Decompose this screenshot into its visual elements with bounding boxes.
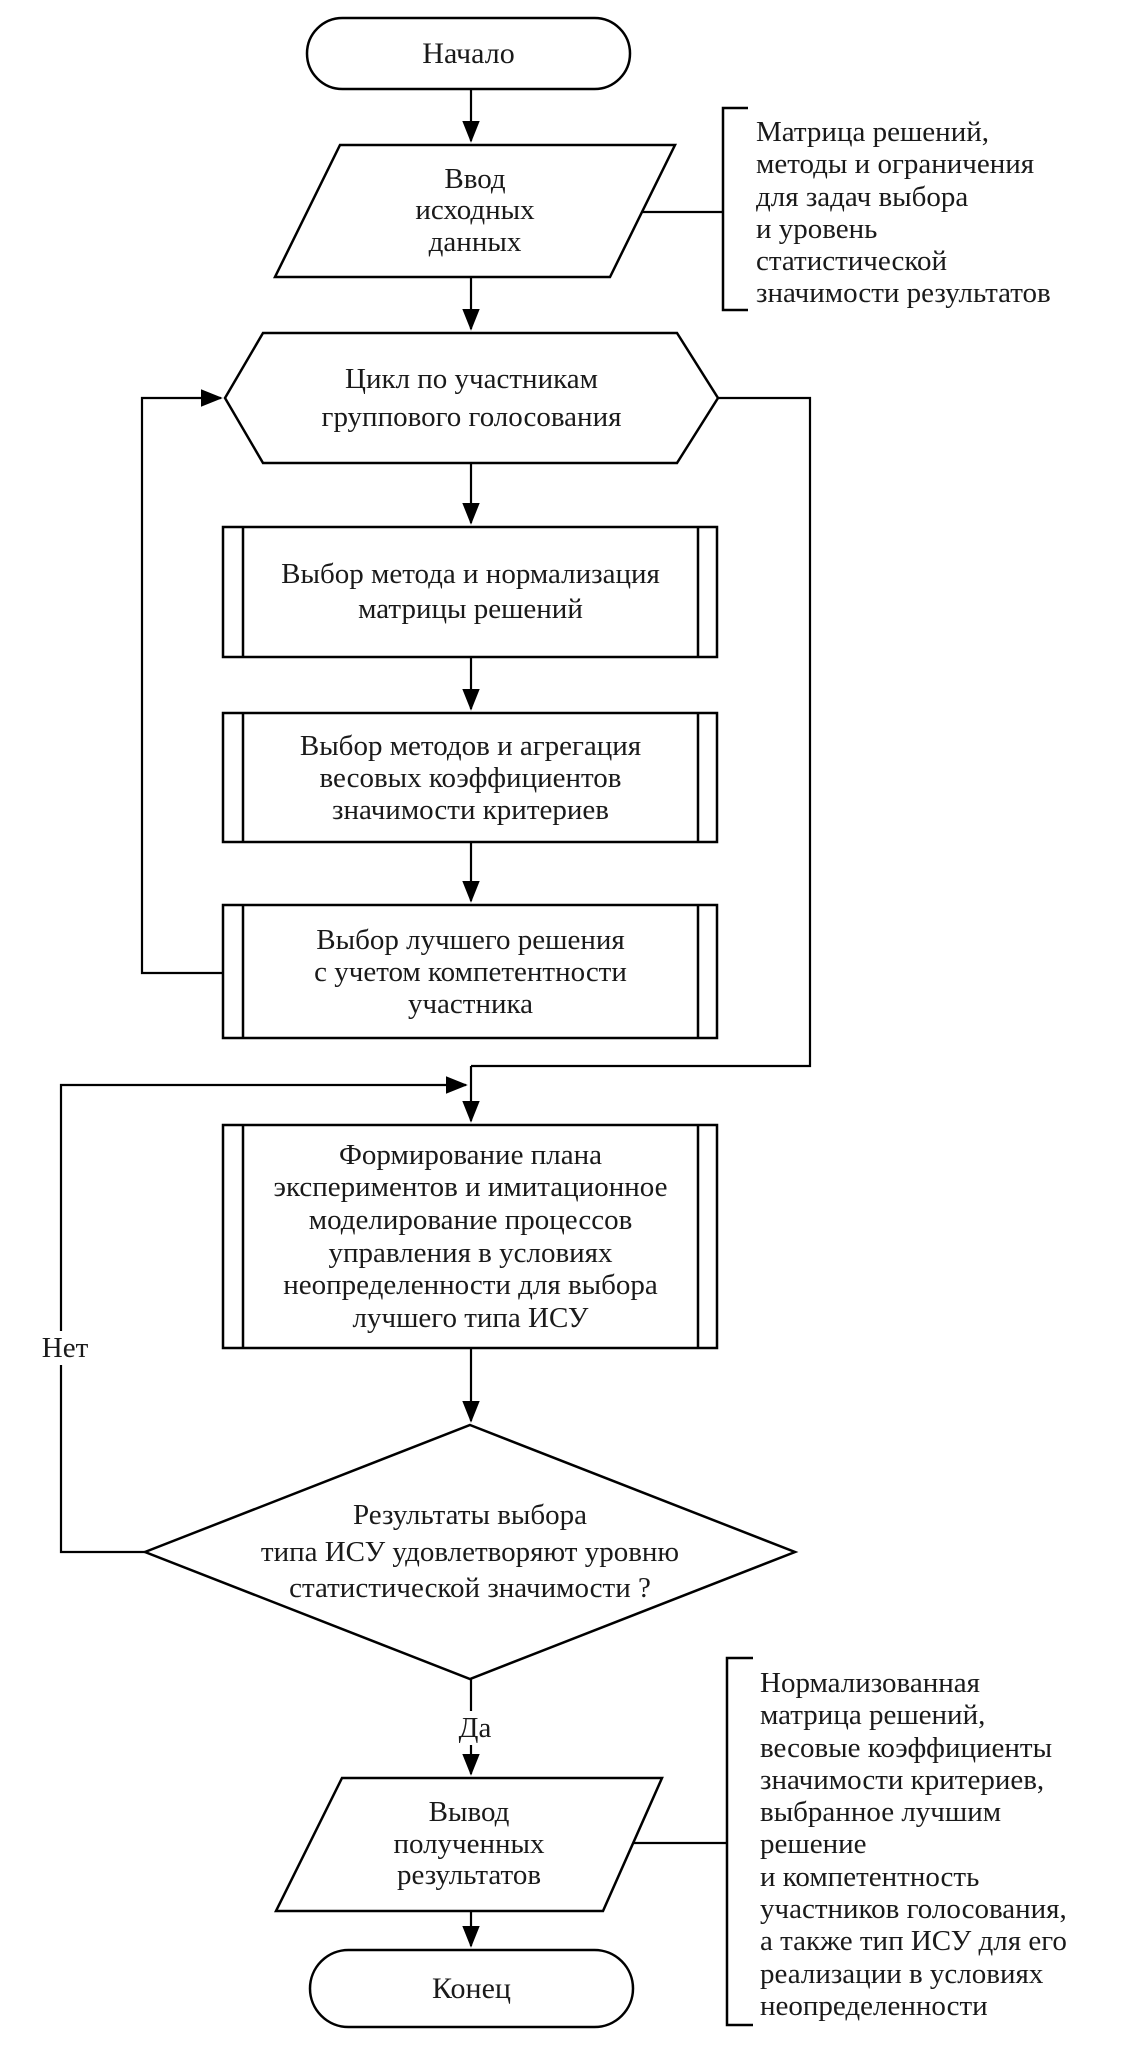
output-note-bracket	[727, 1658, 753, 2025]
output-parallelogram-label: Вывод полученных результатов	[393, 1796, 545, 1892]
decision-yes-label: Да	[434, 1711, 516, 1745]
step2-block-label: Выбор методов и агрегация весовых коэффициентов значимости критериев	[299, 729, 642, 826]
start-terminal-label: Начало	[422, 36, 515, 70]
loop-hexagon-label: Цикл по участникам группового голосования	[321, 363, 622, 433]
loop-back-line	[142, 398, 223, 973]
input-note-bracket	[723, 108, 748, 310]
output-annotation: Нормализованная матрица решений, весовые коэффициенты значимости критериев, выбранное лучшим решение и компетентность участников голосования, а также тип ИСУ для его реализации в условиях неопределенности	[760, 1667, 1067, 2022]
step3-block-label: Выбор лучшего решения с учетом компетентности участника	[314, 923, 627, 1020]
decision-diamond-label: Результаты выбора типа ИСУ удовлетворяют уровню статистической значимости ?	[260, 1499, 680, 1605]
input-annotation: Матрица решений, методы и ограничения для задач выбора и уровень статистической значимости результатов	[756, 116, 1051, 310]
step1-block-label: Выбор метода и нормализация матрицы решений	[281, 558, 660, 625]
decision-no-label: Нет	[24, 1331, 106, 1365]
input-parallelogram-label: Ввод исходных данных	[415, 162, 535, 258]
end-terminal-label: Конец	[432, 1971, 511, 2005]
simulation-block-label: Формирование плана экспериментов и имитационное моделирование процессов управления в условиях неопределенности для выбора лучшего типа ИСУ	[273, 1138, 668, 1334]
